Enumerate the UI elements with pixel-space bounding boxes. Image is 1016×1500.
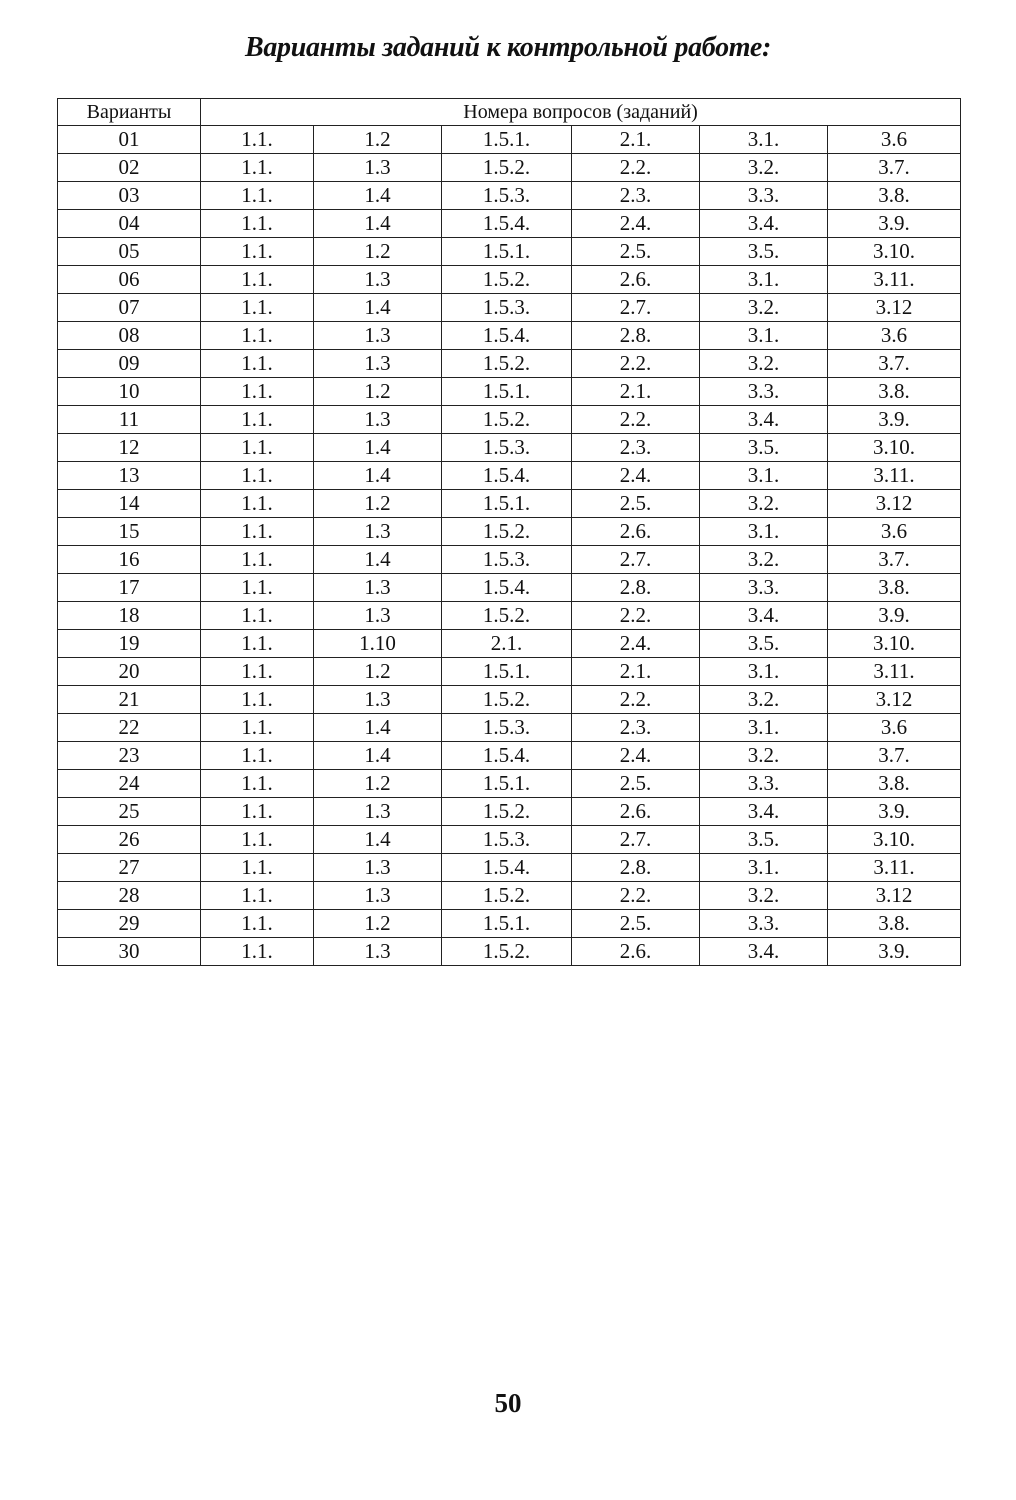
table-row [58, 546, 961, 574]
question-number-cell: 1.3 [314, 938, 442, 966]
question-number-cell: 3.7. [828, 742, 961, 770]
question-number-cell: 3.8. [828, 574, 961, 602]
question-number-cell: 3.11. [828, 462, 961, 490]
question-number-cell: 3.9. [828, 602, 961, 630]
page-number: 50 [494, 1388, 522, 1418]
variant-cell: 13 [58, 462, 201, 490]
variant-cell: 06 [58, 266, 201, 294]
question-number-cell: 3.7. [828, 350, 961, 378]
question-number-cell: 1.5.1. [442, 126, 572, 154]
question-number-cell: 1.1. [201, 770, 314, 798]
question-number-cell: 2.7. [572, 294, 700, 322]
variant-cell: 11 [58, 406, 201, 434]
question-number-cell: 3.7. [828, 546, 961, 574]
question-number-cell: 2.8. [572, 854, 700, 882]
question-number-cell: 2.7. [572, 546, 700, 574]
header-variants: Варианты [58, 99, 201, 126]
table-row [58, 910, 961, 938]
question-number-cell: 1.5.1. [442, 770, 572, 798]
variant-cell: 20 [58, 658, 201, 686]
question-number-cell: 1.1. [201, 826, 314, 854]
table-row [58, 238, 961, 266]
question-number-cell: 1.5.1. [442, 910, 572, 938]
question-number-cell: 2.2. [572, 602, 700, 630]
question-number-cell: 1.1. [201, 686, 314, 714]
question-number-cell: 1.1. [201, 294, 314, 322]
question-number-cell: 1.1. [201, 182, 314, 210]
question-number-cell: 1.1. [201, 574, 314, 602]
question-number-cell: 1.4 [314, 462, 442, 490]
question-number-cell: 3.7. [828, 154, 961, 182]
variant-cell: 25 [58, 798, 201, 826]
question-number-cell: 2.6. [572, 518, 700, 546]
question-number-cell: 1.3 [314, 518, 442, 546]
question-number-cell: 1.1. [201, 266, 314, 294]
variant-cell: 24 [58, 770, 201, 798]
question-number-cell: 3.4. [700, 602, 828, 630]
question-number-cell: 3.8. [828, 910, 961, 938]
question-number-cell: 1.4 [314, 182, 442, 210]
question-number-cell: 3.10. [828, 434, 961, 462]
question-number-cell: 2.5. [572, 910, 700, 938]
question-number-cell: 1.4 [314, 210, 442, 238]
table-row [58, 658, 961, 686]
question-number-cell: 1.1. [201, 518, 314, 546]
question-number-cell: 1.1. [201, 742, 314, 770]
question-number-cell: 2.5. [572, 770, 700, 798]
question-number-cell: 1.5.4. [442, 742, 572, 770]
table-row [58, 462, 961, 490]
question-number-cell: 1.1. [201, 882, 314, 910]
question-number-cell: 1.5.3. [442, 546, 572, 574]
table-row [58, 154, 961, 182]
table-row [58, 378, 961, 406]
question-number-cell: 2.6. [572, 266, 700, 294]
question-number-cell: 3.3. [700, 910, 828, 938]
table-row [58, 574, 961, 602]
table-row [58, 714, 961, 742]
question-number-cell: 1.1. [201, 490, 314, 518]
question-number-cell: 2.4. [572, 210, 700, 238]
question-number-cell: 1.1. [201, 154, 314, 182]
question-number-cell: 3.9. [828, 798, 961, 826]
table-row [58, 742, 961, 770]
table-row [58, 434, 961, 462]
table-row [58, 854, 961, 882]
question-number-cell: 1.1. [201, 126, 314, 154]
question-number-cell: 3.5. [700, 238, 828, 266]
variants-table [57, 98, 961, 966]
question-number-cell: 1.4 [314, 742, 442, 770]
question-number-cell: 3.4. [700, 406, 828, 434]
question-number-cell: 3.12 [828, 686, 961, 714]
question-number-cell: 3.4. [700, 938, 828, 966]
table-row [58, 350, 961, 378]
question-number-cell: 1.1. [201, 658, 314, 686]
question-number-cell: 1.4 [314, 434, 442, 462]
question-number-cell: 3.1. [700, 266, 828, 294]
question-number-cell: 2.4. [572, 630, 700, 658]
table-row [58, 938, 961, 966]
question-number-cell: 3.6 [828, 322, 961, 350]
question-number-cell: 3.1. [700, 518, 828, 546]
question-number-cell: 1.10 [314, 630, 442, 658]
question-number-cell: 3.11. [828, 266, 961, 294]
question-number-cell: 3.11. [828, 658, 961, 686]
question-number-cell: 1.2 [314, 910, 442, 938]
question-number-cell: 3.1. [700, 714, 828, 742]
question-number-cell: 3.3. [700, 574, 828, 602]
table-row [58, 826, 961, 854]
variant-cell: 17 [58, 574, 201, 602]
question-number-cell: 1.3 [314, 602, 442, 630]
question-number-cell: 1.1. [201, 910, 314, 938]
question-number-cell: 2.2. [572, 406, 700, 434]
table-row [58, 210, 961, 238]
variant-cell: 28 [58, 882, 201, 910]
question-number-cell: 2.8. [572, 322, 700, 350]
question-number-cell: 2.8. [572, 574, 700, 602]
table-row [58, 294, 961, 322]
question-number-cell: 3.1. [700, 462, 828, 490]
question-number-cell: 1.3 [314, 154, 442, 182]
header-question-numbers: Номера вопросов (заданий) [201, 99, 961, 126]
question-number-cell: 3.2. [700, 490, 828, 518]
question-number-cell: 1.5.2. [442, 686, 572, 714]
question-number-cell: 3.1. [700, 854, 828, 882]
question-number-cell: 3.10. [828, 630, 961, 658]
question-number-cell: 3.2. [700, 686, 828, 714]
question-number-cell: 1.3 [314, 798, 442, 826]
variant-cell: 12 [58, 434, 201, 462]
question-number-cell: 3.9. [828, 938, 961, 966]
question-number-cell: 1.3 [314, 266, 442, 294]
page-title: Варианты заданий к контрольной работе: [244, 32, 772, 63]
question-number-cell: 3.1. [700, 322, 828, 350]
question-number-cell: 1.5.1. [442, 490, 572, 518]
question-number-cell: 1.1. [201, 238, 314, 266]
variant-cell: 29 [58, 910, 201, 938]
question-number-cell: 3.10. [828, 238, 961, 266]
table-row [58, 126, 961, 154]
table-row [58, 266, 961, 294]
question-number-cell: 3.8. [828, 378, 961, 406]
question-number-cell: 1.1. [201, 406, 314, 434]
question-number-cell: 1.3 [314, 322, 442, 350]
question-number-cell: 1.4 [314, 826, 442, 854]
question-number-cell: 3.3. [700, 770, 828, 798]
variant-cell: 27 [58, 854, 201, 882]
variant-cell: 01 [58, 126, 201, 154]
question-number-cell: 1.5.2. [442, 602, 572, 630]
question-number-cell: 3.5. [700, 434, 828, 462]
question-number-cell: 1.1. [201, 938, 314, 966]
question-number-cell: 2.2. [572, 154, 700, 182]
question-number-cell: 3.3. [700, 378, 828, 406]
question-number-cell: 3.6 [828, 126, 961, 154]
question-number-cell: 1.1. [201, 714, 314, 742]
table-row [58, 686, 961, 714]
table-row [58, 406, 961, 434]
variant-cell: 30 [58, 938, 201, 966]
question-number-cell: 3.12 [828, 490, 961, 518]
table-row [58, 602, 961, 630]
question-number-cell: 2.1. [442, 630, 572, 658]
question-number-cell: 1.5.3. [442, 182, 572, 210]
variant-cell: 18 [58, 602, 201, 630]
variant-cell: 08 [58, 322, 201, 350]
question-number-cell: 2.1. [572, 126, 700, 154]
question-number-cell: 3.4. [700, 798, 828, 826]
question-number-cell: 2.6. [572, 938, 700, 966]
question-number-cell: 1.1. [201, 434, 314, 462]
question-number-cell: 3.5. [700, 826, 828, 854]
question-number-cell: 1.1. [201, 798, 314, 826]
question-number-cell: 2.6. [572, 798, 700, 826]
question-number-cell: 1.4 [314, 546, 442, 574]
question-number-cell: 1.5.4. [442, 574, 572, 602]
question-number-cell: 3.12 [828, 882, 961, 910]
question-number-cell: 1.5.2. [442, 938, 572, 966]
question-number-cell: 3.9. [828, 406, 961, 434]
question-number-cell: 3.1. [700, 126, 828, 154]
question-number-cell: 2.3. [572, 714, 700, 742]
question-number-cell: 1.3 [314, 350, 442, 378]
question-number-cell: 3.8. [828, 770, 961, 798]
variant-cell: 21 [58, 686, 201, 714]
question-number-cell: 1.5.2. [442, 154, 572, 182]
question-number-cell: 1.1. [201, 462, 314, 490]
question-number-cell: 3.6 [828, 518, 961, 546]
question-number-cell: 1.1. [201, 350, 314, 378]
question-number-cell: 2.4. [572, 462, 700, 490]
question-number-cell: 1.5.2. [442, 798, 572, 826]
question-number-cell: 2.4. [572, 742, 700, 770]
question-number-cell: 1.1. [201, 322, 314, 350]
variant-cell: 05 [58, 238, 201, 266]
variant-cell: 09 [58, 350, 201, 378]
question-number-cell: 1.5.3. [442, 826, 572, 854]
question-number-cell: 2.5. [572, 490, 700, 518]
variant-cell: 10 [58, 378, 201, 406]
question-number-cell: 1.5.1. [442, 658, 572, 686]
question-number-cell: 1.3 [314, 406, 442, 434]
question-number-cell: 1.4 [314, 714, 442, 742]
question-number-cell: 3.9. [828, 210, 961, 238]
question-number-cell: 3.4. [700, 210, 828, 238]
question-number-cell: 3.8. [828, 182, 961, 210]
table-row [58, 798, 961, 826]
question-number-cell: 2.3. [572, 182, 700, 210]
question-number-cell: 3.3. [700, 182, 828, 210]
question-number-cell: 2.2. [572, 882, 700, 910]
variant-cell: 14 [58, 490, 201, 518]
variant-cell: 26 [58, 826, 201, 854]
question-number-cell: 1.1. [201, 630, 314, 658]
question-number-cell: 1.2 [314, 126, 442, 154]
question-number-cell: 2.2. [572, 686, 700, 714]
question-number-cell: 1.2 [314, 378, 442, 406]
table-row [58, 518, 961, 546]
question-number-cell: 3.2. [700, 350, 828, 378]
question-number-cell: 3.2. [700, 742, 828, 770]
question-number-cell: 1.5.1. [442, 378, 572, 406]
variant-cell: 07 [58, 294, 201, 322]
table-row [58, 322, 961, 350]
question-number-cell: 3.2. [700, 154, 828, 182]
question-number-cell: 1.3 [314, 854, 442, 882]
variant-cell: 03 [58, 182, 201, 210]
table-body [58, 126, 961, 966]
question-number-cell: 2.3. [572, 434, 700, 462]
table-row [58, 490, 961, 518]
question-number-cell: 2.5. [572, 238, 700, 266]
table-row [58, 630, 961, 658]
question-number-cell: 1.5.4. [442, 854, 572, 882]
question-number-cell: 1.5.1. [442, 238, 572, 266]
question-number-cell: 1.5.3. [442, 714, 572, 742]
variant-cell: 02 [58, 154, 201, 182]
question-number-cell: 3.2. [700, 882, 828, 910]
question-number-cell: 3.2. [700, 546, 828, 574]
question-number-cell: 1.1. [201, 546, 314, 574]
question-number-cell: 3.1. [700, 658, 828, 686]
question-number-cell: 1.2 [314, 238, 442, 266]
question-number-cell: 1.1. [201, 602, 314, 630]
question-number-cell: 1.2 [314, 658, 442, 686]
table-header-row [58, 99, 961, 126]
question-number-cell: 1.5.2. [442, 266, 572, 294]
question-number-cell: 1.5.4. [442, 322, 572, 350]
question-number-cell: 1.3 [314, 882, 442, 910]
question-number-cell: 3.10. [828, 826, 961, 854]
question-number-cell: 2.7. [572, 826, 700, 854]
question-number-cell: 1.5.3. [442, 434, 572, 462]
question-number-cell: 1.5.3. [442, 294, 572, 322]
question-number-cell: 1.1. [201, 210, 314, 238]
question-number-cell: 1.3 [314, 686, 442, 714]
variant-cell: 15 [58, 518, 201, 546]
question-number-cell: 3.5. [700, 630, 828, 658]
variant-cell: 16 [58, 546, 201, 574]
variant-cell: 04 [58, 210, 201, 238]
question-number-cell: 1.5.2. [442, 518, 572, 546]
question-number-cell: 1.5.2. [442, 406, 572, 434]
question-number-cell: 1.5.2. [442, 882, 572, 910]
question-number-cell: 1.5.4. [442, 210, 572, 238]
question-number-cell: 1.2 [314, 490, 442, 518]
question-number-cell: 1.5.2. [442, 350, 572, 378]
table-row [58, 182, 961, 210]
question-number-cell: 1.1. [201, 854, 314, 882]
question-number-cell: 1.5.4. [442, 462, 572, 490]
question-number-cell: 3.12 [828, 294, 961, 322]
question-number-cell: 2.1. [572, 378, 700, 406]
variant-cell: 22 [58, 714, 201, 742]
question-number-cell: 1.1. [201, 378, 314, 406]
question-number-cell: 3.6 [828, 714, 961, 742]
variant-cell: 23 [58, 742, 201, 770]
question-number-cell: 3.11. [828, 854, 961, 882]
question-number-cell: 1.4 [314, 294, 442, 322]
question-number-cell: 3.2. [700, 294, 828, 322]
question-number-cell: 1.3 [314, 574, 442, 602]
table-row [58, 770, 961, 798]
question-number-cell: 2.1. [572, 658, 700, 686]
table-row [58, 882, 961, 910]
question-number-cell: 1.2 [314, 770, 442, 798]
variant-cell: 19 [58, 630, 201, 658]
question-number-cell: 2.2. [572, 350, 700, 378]
